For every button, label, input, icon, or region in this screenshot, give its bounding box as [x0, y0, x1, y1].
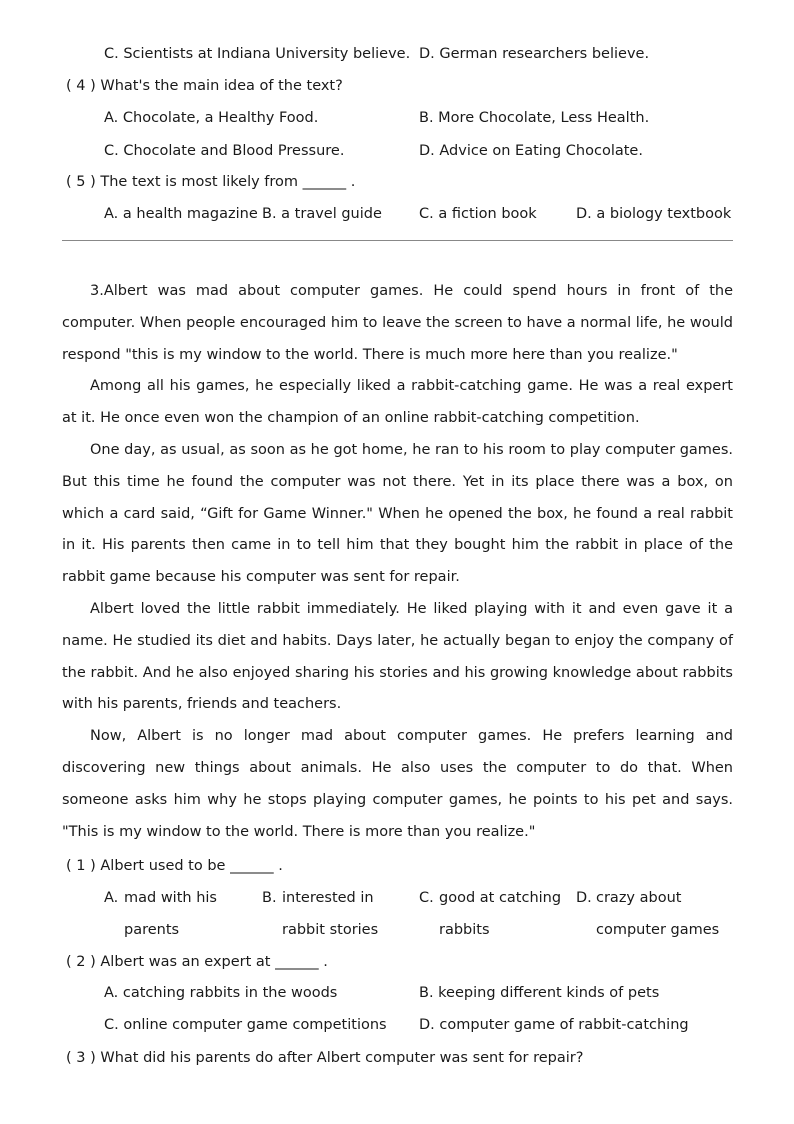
option-text: good at catching rabbits	[439, 890, 562, 938]
question-text: Albert was an expert at ______ .	[100, 954, 328, 970]
option-letter: A.	[104, 206, 119, 222]
prev-q4-option-a	[104, 108, 318, 128]
q1-option-d	[576, 882, 726, 946]
option-text: a travel guide	[281, 206, 382, 222]
q1-option-b	[262, 882, 417, 946]
option-text: More Chocolate, Less Health.	[438, 110, 650, 126]
question-1	[66, 856, 283, 876]
section-divider	[62, 240, 733, 241]
question-text: What did his parents do after Albert computer was sent for repair?	[100, 1050, 584, 1066]
question-number: ( 2 )	[66, 954, 96, 970]
option-text: keeping different kinds of pets	[438, 985, 660, 1001]
option-text: a biology textbook	[596, 206, 732, 222]
option-text: a fiction book	[438, 206, 537, 222]
question-text: What's the main idea of the text?	[100, 78, 343, 94]
option-letter: B.	[419, 110, 434, 126]
option-letter: D.	[576, 206, 592, 222]
option-letter: C.	[419, 206, 434, 222]
option-text: interested in rabbit stories	[282, 890, 379, 938]
question-2	[66, 952, 328, 972]
option-letter: C.	[104, 46, 119, 62]
option-letter: C.	[104, 1017, 119, 1033]
option-letter: C.	[104, 143, 119, 159]
prev-q4-option-c	[104, 141, 344, 161]
option-letter: B.	[419, 985, 434, 1001]
option-text: Advice on Eating Chocolate.	[439, 143, 643, 159]
option-text: German researchers believe.	[439, 46, 650, 62]
prev-q5-option-d	[576, 204, 731, 224]
option-letter: B.	[262, 890, 277, 906]
option-letter: B.	[262, 206, 277, 222]
option-text: mad with his parents	[124, 890, 217, 938]
question-text: Albert used to be ______ .	[100, 858, 283, 874]
prev-q3-option-c	[104, 44, 410, 64]
option-letter: A.	[104, 110, 119, 126]
q2-option-c	[104, 1015, 387, 1035]
passage-paragraph-2: Among all his games, he especially liked a rabbit-catching game. He was a real expert at it. He once even won the champion of an online rabbit-catching competition.	[62, 378, 733, 427]
option-text: a health magazine	[122, 206, 258, 222]
option-text: crazy about computer games	[596, 890, 720, 938]
prev-q3-option-d	[419, 44, 649, 64]
prev-q5-option-b	[262, 204, 382, 224]
question-number: ( 4 )	[66, 78, 96, 94]
passage-paragraph-1: 3.Albert was mad about computer games. He could spend hours in front of the computer. When people encouraged him to leave the screen to have a normal life, he would respond "this is my window to the world. There is much more here than you realize."	[62, 283, 733, 363]
option-text: online computer game competitions	[123, 1017, 387, 1033]
option-letter: D.	[419, 1017, 435, 1033]
option-letter: D.	[576, 890, 592, 906]
question-text: The text is most likely from ______ .	[100, 174, 356, 190]
question-number: ( 1 )	[66, 858, 96, 874]
option-letter: A.	[104, 890, 119, 906]
prev-q4-option-d	[419, 141, 643, 161]
passage-paragraph-4: Albert loved the little rabbit immediately. He liked playing with it and even gave it a name. He studied its diet and habits. Days later, he actually began to enjoy the company of the rabbit. And he also enjoyed sharing his stories and his growing knowledge about rabbits with his parents, friends and teachers.	[62, 600, 733, 713]
prev-question-5	[66, 172, 355, 192]
option-text: Chocolate and Blood Pressure.	[123, 143, 345, 159]
prev-q5-option-c	[419, 204, 537, 224]
passage-paragraph-5: Now, Albert is no longer mad about computer games. He prefers learning and discovering new things about animals. He also uses the computer to do that. When someone asks him why he stops playing computer games, he points to his pet and says. "This is my window to the world. There is more than you realize."	[62, 728, 733, 840]
option-text: Chocolate, a Healthy Food.	[122, 110, 319, 126]
question-number: ( 5 )	[66, 174, 96, 190]
option-text: computer game of rabbit-catching	[439, 1017, 689, 1033]
question-3	[66, 1048, 583, 1068]
passage-paragraph-3: One day, as usual, as soon as he got home, he ran to his room to play computer games. But this time he found the computer was not there. Yet in its place there was a box, on which a card said, “Gift for Game Winner." When he opened the box, he found a real rabbit in it. His parents then came in to tell him that they bought him the rabbit in place of the rabbit game because his computer was sent for repair.	[62, 441, 733, 586]
question-number: ( 3 )	[66, 1050, 96, 1066]
option-letter: D.	[419, 143, 435, 159]
q1-option-c	[419, 882, 569, 946]
option-letter: D.	[419, 46, 435, 62]
option-letter: A.	[104, 985, 119, 1001]
prev-question-4	[66, 76, 343, 96]
q2-option-a	[104, 983, 337, 1003]
q2-option-b	[419, 983, 659, 1003]
prev-q5-option-a	[104, 204, 258, 224]
option-letter: C.	[419, 890, 434, 906]
q1-option-a	[104, 882, 254, 946]
q2-option-d	[419, 1015, 689, 1035]
option-text: catching rabbits in the woods	[122, 985, 338, 1001]
prev-q4-option-b	[419, 108, 649, 128]
option-text: Scientists at Indiana University believe.	[123, 46, 411, 62]
passage	[62, 276, 733, 848]
